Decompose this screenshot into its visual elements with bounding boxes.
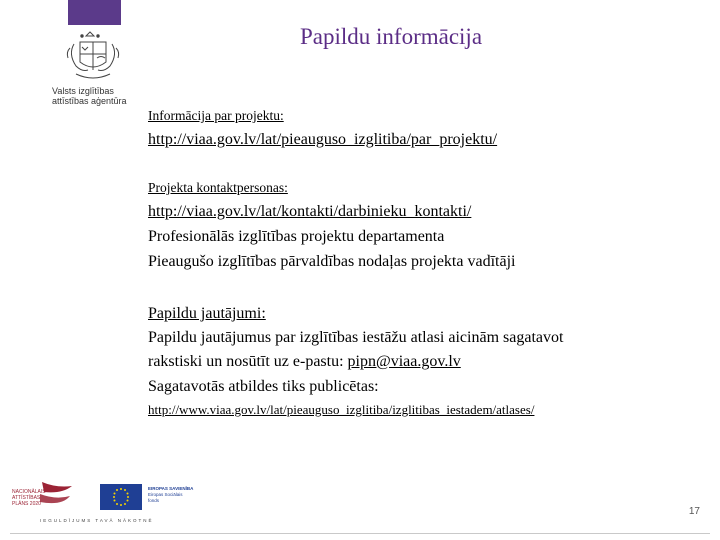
project-info-label: Informācija par projektu: [148,108,284,123]
eu-text-2: Eiropas Sociālais [148,492,183,497]
eu-flag-icon [100,484,142,510]
eu-text-1: EIROPAS SAVIENĪBA [148,486,194,491]
nap-text-3: PLĀNS 2020 [12,501,41,507]
eu-text-3: fonds [148,498,160,503]
atlases-link[interactable]: http://www.viaa.gov.lv/lat/pieauguso_izglitiba/izglitibas_iestadem/atlases/ [148,402,535,417]
footer-logos [10,476,210,526]
contacts-line2: Pieaugušo izglītības pārvaldības nodaļas projekta vadītāji [148,253,516,270]
questions-line2-prefix: rakstiski un nosūtīt uz e-pastu: [148,353,348,370]
contacts-link[interactable]: http://viaa.gov.lv/lat/kontakti/darbinieku_kontakti/ [148,203,472,220]
project-info-link[interactable]: http://viaa.gov.lv/lat/pieauguso_izglitiba/par_projektu/ [148,131,498,148]
nap-ribbon-icon [42,482,72,492]
email-link[interactable]: pipn@viaa.gov.lv [347,353,461,370]
eu-text [148,485,194,503]
logo-caption-line2: attīstības aģentūra [52,96,127,106]
logo-caption [52,86,136,106]
accent-bar [68,0,121,25]
nap-logo [12,482,72,507]
page-number: 17 [688,506,700,517]
coat-of-arms-icon [52,30,134,86]
questions-label: Papildu jautājumi: [148,305,266,322]
questions-line1: Papildu jautājumus par izglītības iestāžu atlasi aicinām sagatavot [148,329,564,346]
footer-tagline: IEGULDĪJUMS TAVĀ NĀKOTNĒ [40,518,154,523]
contacts-label: Projekta kontaktpersonas: [148,180,288,195]
logo-caption-line1: Valsts izglītības [52,86,114,96]
nap-text-1: NACIONĀLAIS [12,489,46,495]
footer-divider [10,533,710,534]
questions-line3: Sagatavotās atbildes tiks publicētas: [148,378,379,395]
footer-logos-graphic [10,476,210,526]
questions-line2 [148,353,461,371]
nap-text-2: ATTĪSTĪBAS [12,495,41,501]
nap-ribbon-icon-2 [40,494,70,503]
page-title: Papildu informācija [300,24,483,49]
contacts-line1: Profesionālās izglītības projektu departamenta [148,228,445,245]
